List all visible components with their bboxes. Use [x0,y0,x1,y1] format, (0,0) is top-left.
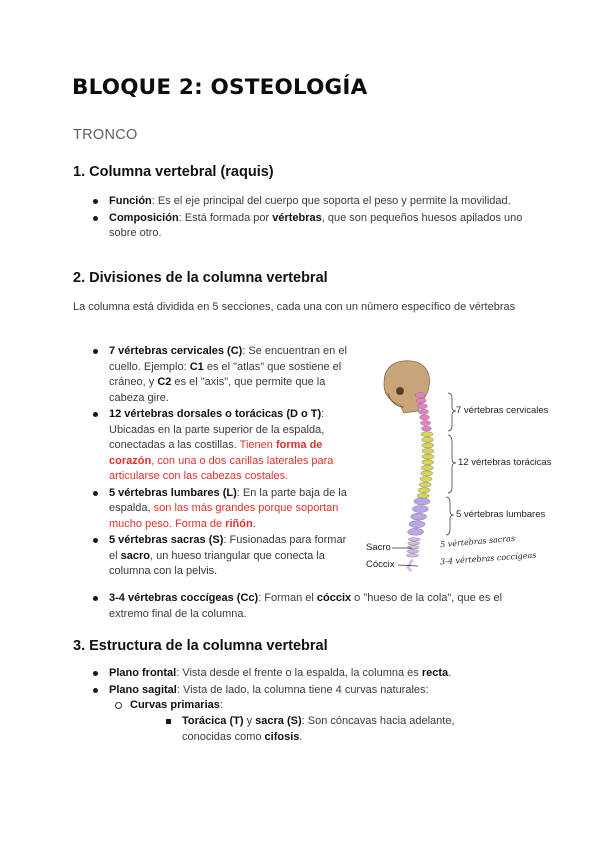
label-coccyx: Cóccix [366,559,395,570]
square-bullet-icon [166,719,171,724]
handwritten-note-coccyx: 3-4 vértebras coccígeas [439,550,537,567]
vertebra-27 [407,546,419,549]
section-3-heading: 3. Estructura de la columna vertebral [73,638,328,654]
vertebra-2 [416,398,426,403]
section-1-list [73,194,523,243]
bullet-icon [93,199,98,204]
vertebra-21 [412,506,428,513]
label-thoracic: 12 vértebras torácicas [458,457,552,468]
vertebra-13 [422,460,434,465]
list-item-curvas-primarias: Curvas primarias: [130,698,223,714]
bullet-icon [93,671,98,676]
vertebra-16 [420,477,432,482]
vertebra-20 [414,498,430,505]
vertebra-1 [415,393,425,398]
section-1-heading: 1. Columna vertebral (raquis) [73,164,274,180]
list-item-cervical: 7 vértebras cervicales (C): Se encuentran en el cuello. Ejemplo: C1 es el "atlas" que sostiene el cráneo, y C2 es el "axis", que permite que la cabeza gire. [73,344,348,406]
bullet-icon [93,491,98,496]
vertebra-15 [421,471,433,476]
list-item-coccyx: 3-4 vértebras coccígeas (Cc): Forman el cóccix o "hueso de la cola", que es el extremo final de la columna. [73,591,533,622]
vertebra-7 [421,426,431,431]
label-sacrum: Sacro [366,542,391,553]
hollow-bullet-icon [115,702,122,709]
bullet-icon [93,596,98,601]
vertebra-6 [421,421,431,426]
list-item-lumbar: 5 vértebras lumbares (L): En la parte baja de la espalda, son las más grandes porque soportan mucho peso. Forma de riñón. [73,486,348,533]
vertebra-12 [422,454,434,459]
vertebra-11 [422,449,434,454]
bullet-icon [93,538,98,543]
vertebra-29 [406,554,418,557]
pointer-coccyx [398,565,418,566]
section-2-intro: La columna está dividida en 5 secciones, cada una con un número específico de vértebras [73,301,516,313]
vertebra-24 [408,528,424,535]
list-item-sagital: Plano sagital: Vista de lado, la columna tiene 4 curvas naturales: [73,683,533,699]
page-title: BLOQUE 2: OSTEOLOGÍA [72,75,368,100]
vertebra-18 [418,488,430,493]
bracket-lumbar [446,497,454,535]
vertebrae-group [406,393,434,572]
bullet-icon [93,216,98,221]
list-item-dorsal: 12 vértebras dorsales o torácicas (D o T): Ubicadas en la parte superior de la espalda, conectadas a las costillas. Tienen forma de corazón, con una o dos carillas laterales para articularse con las cabezas costales. [73,407,348,485]
vertebra-22 [411,513,427,520]
label-lumbar: 5 vértebras lumbares [456,509,546,520]
list-item-funcion: Función: Es el eje principal del cuerpo que soporta el peso y permite la movilidad. [73,194,523,210]
vertebra-17 [419,482,431,487]
list-item-composicion: Composición: Está formada por vértebras, que son pequeños huesos apilados uno sobre otro. [73,211,523,242]
list-item-toracica-sacra: Torácica (T) y sacra (S): Son cóncavas hacia adelante, conocidas como cifosis. [182,714,482,745]
vertebra-26 [408,542,420,545]
bullet-icon [93,688,98,693]
vertebra-10 [422,443,434,448]
section-3-list [73,666,533,699]
section-2-list [73,344,348,581]
vertebra-5 [420,415,430,420]
vertebra-8 [421,432,433,437]
bracket-cervical [448,393,456,431]
spine-figure [360,355,570,580]
vertebra-9 [422,437,434,442]
section-2-list-cont [73,591,533,623]
vertebra-14 [421,465,433,470]
bullet-icon [93,349,98,354]
vertebra-3 [417,404,427,409]
vertebra-4 [419,409,429,414]
list-item-sacra: 5 vértebras sacras (S): Fusionadas para formar el sacro, un hueso triangular que conecta la columna con la pelvis. [73,533,348,580]
list-item-frontal: Plano frontal: Vista desde el frente o la espalda, la columna es recta. [73,666,533,682]
bullet-icon [93,412,98,417]
handwritten-note-sacrum: 5 vértebras sacras [439,533,516,550]
section-2-heading: 2. Divisiones de la columna vertebral [73,270,328,286]
skull-eye [396,387,404,395]
label-cervical: 7 vértebras cervicales [456,405,549,416]
page-subtitle: TRONCO [73,127,138,143]
vertebra-23 [409,521,425,528]
vertebra-19 [417,493,429,498]
vertebra-28 [407,550,419,553]
vertebra-25 [408,538,420,541]
bracket-thoracic [448,435,456,493]
